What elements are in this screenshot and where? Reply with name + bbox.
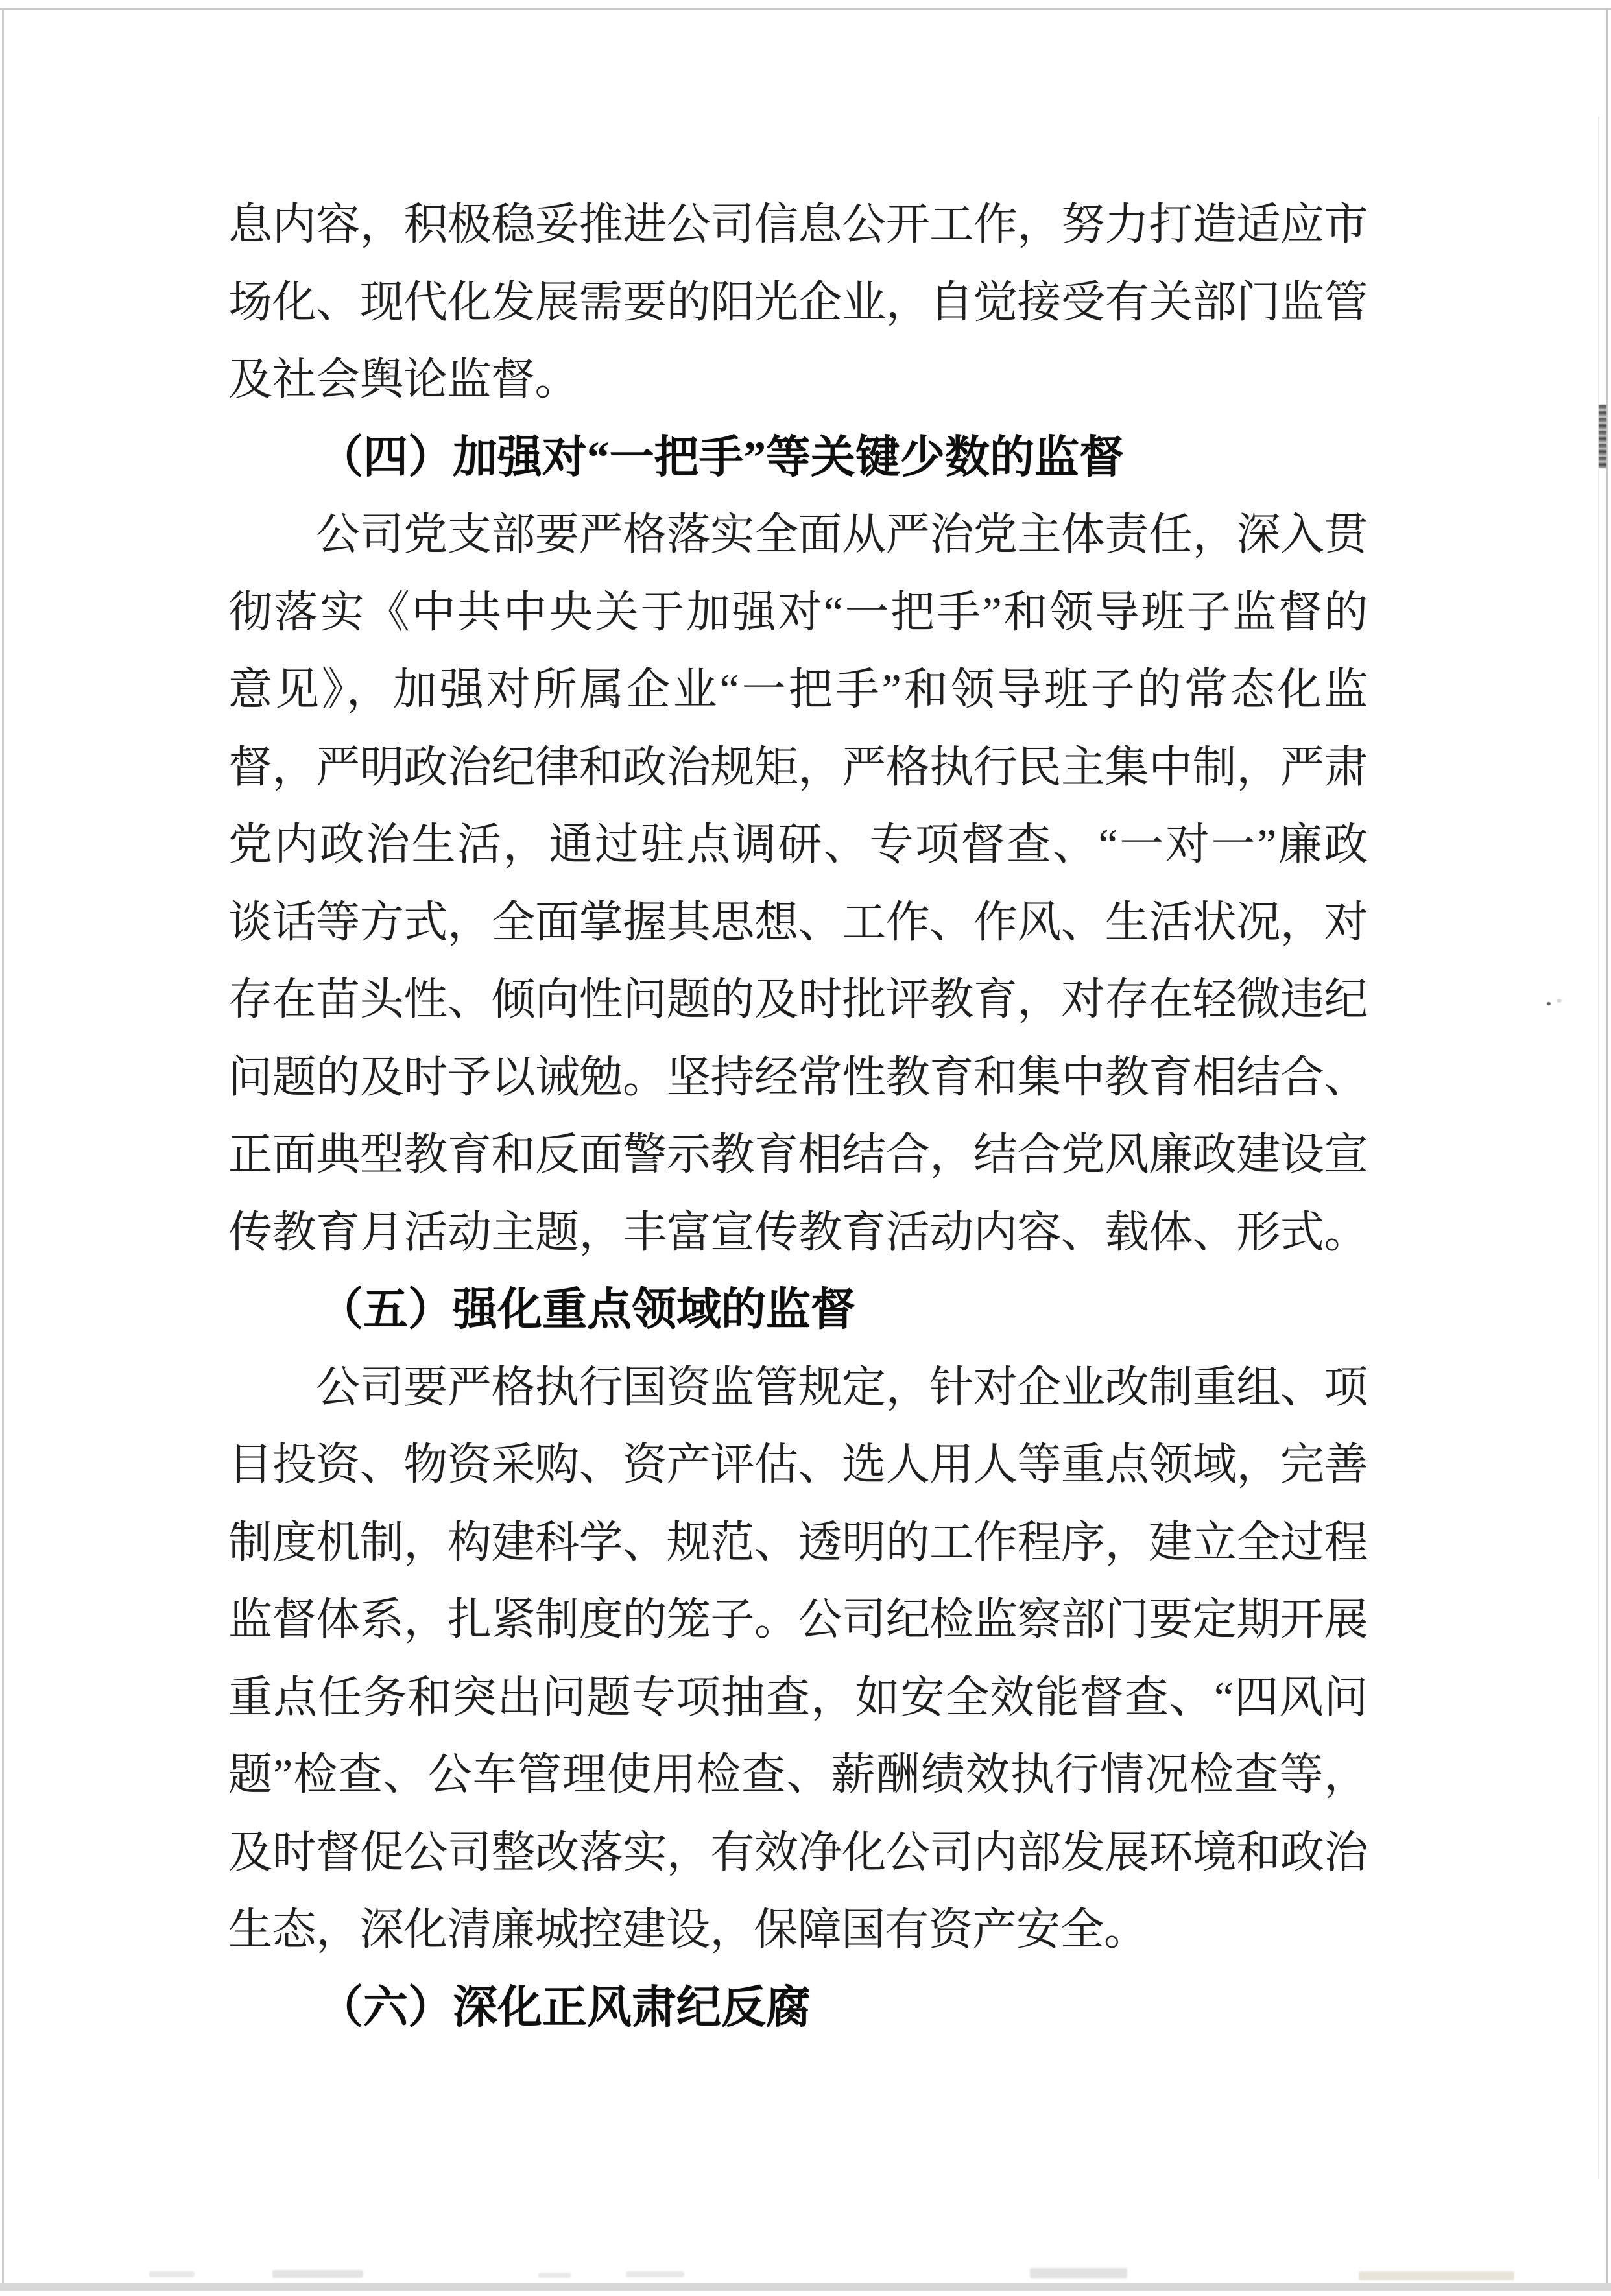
- text-line: 生态，深化清廉城控建设，保障国有资产安全。: [228, 1905, 1148, 1954]
- text-line: 谈话等方式，全面掌握其思想、工作、作风、生活状况，对: [228, 897, 1368, 947]
- text-line: 存在苗头性、倾向性问题的及时批评教育，对存在轻微违纪: [228, 975, 1368, 1024]
- text-line: 制度机制，构建科学、规范、透明的工作程序，建立全过程: [228, 1517, 1368, 1567]
- text-line: 目投资、物资采购、资产评估、选人用人等重点领域，完善: [228, 1440, 1368, 1489]
- document-text: [228, 186, 1368, 2046]
- text-line: 党内政治生活，通过驻点调研、专项督查、“一对一”廉政: [228, 820, 1368, 869]
- text-line: 监督体系，扎紧制度的笼子。公司纪检监察部门要定期开展: [228, 1595, 1368, 1644]
- text-line: 意见》，加强对所属企业“一把手”和领导班子的常态化监: [228, 665, 1368, 714]
- scan-artifact-bottom-smudge: [272, 2270, 363, 2278]
- scan-artifact-bottom-smudge: [538, 2273, 571, 2278]
- scan-edge-top: [0, 8, 1611, 10]
- text-line: 重点任务和突出问题专项抽查，如安全效能督查、“四风问: [228, 1672, 1368, 1722]
- text-line: 及社会舆论监督。: [228, 355, 579, 404]
- scan-edge-bottom-shadow: [0, 2283, 1611, 2291]
- scan-edge-right: [1606, 8, 1608, 2289]
- scan-artifact-bottom-smudge: [1030, 2268, 1127, 2278]
- scan-artifact-right-smudge: [1599, 405, 1606, 468]
- text-line: 题”检查、公车管理使用检查、薪酬绩效执行情况检查等，: [228, 1750, 1368, 1799]
- text-line: 公司党支部要严格落实全面从严治党主体责任，深入贯: [316, 510, 1368, 559]
- section-heading: （四）加强对“一把手”等关键少数的监督: [318, 432, 1124, 482]
- text-line: 彻落实《中共中央关于加强对“一把手”和领导班子监督的: [228, 587, 1368, 637]
- text-line: 公司要严格执行国资监管规定，针对企业改制重组、项: [316, 1362, 1368, 1412]
- text-line: 督，严明政治纪律和政治规矩，严格执行民主集中制，严肃: [228, 742, 1368, 792]
- scan-artifact-bottom-smudge: [1359, 2271, 1514, 2280]
- text-line: 问题的及时予以诫勉。坚持经常性教育和集中教育相结合、: [228, 1052, 1368, 1102]
- scan-edge-left: [2, 8, 4, 2289]
- scan-artifact-bottom-smudge: [626, 2271, 684, 2277]
- scan-artifact-bottom-smudge: [149, 2271, 195, 2277]
- section-heading: （六）深化正风肃纪反腐: [318, 1982, 811, 2032]
- text-line: 传教育月活动主题，丰富宣传教育活动内容、载体、形式。: [228, 1207, 1368, 1257]
- scan-artifact-dot-faint: [1557, 999, 1562, 1003]
- text-line: 息内容，积极稳妥推进公司信息公开工作，努力打造适应市: [228, 200, 1368, 249]
- text-line: 及时督促公司整改落实，有效净化公司内部发展环境和政治: [228, 1827, 1368, 1877]
- text-line: 正面典型教育和反面警示教育相结合，结合党风廉政建设宣: [228, 1130, 1368, 1179]
- section-heading: （五）强化重点领域的监督: [318, 1285, 855, 1334]
- scan-artifact-dot: [1547, 1002, 1551, 1005]
- text-line: 场化、现代化发展需要的阳光企业，自觉接受有关部门监管: [228, 277, 1368, 327]
